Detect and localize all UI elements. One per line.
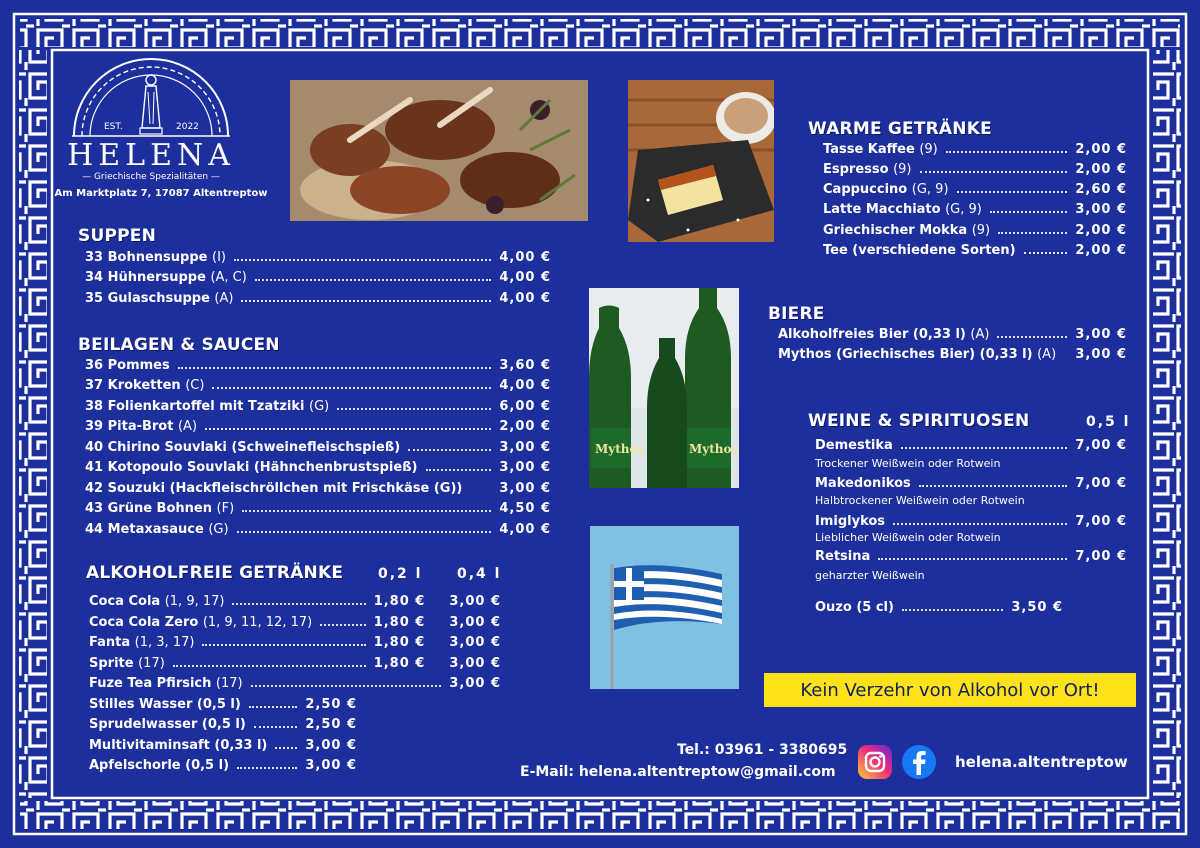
menu-row [85,250,551,265]
menu-row [85,460,551,475]
dot-leader [275,747,297,749]
dot-leader [251,685,442,687]
section-title-warme: WARME GETRÄNKE [808,119,992,139]
menu-row [823,202,1127,217]
item-name: Tee (verschiedene Sorten) [823,243,1016,258]
dot-leader [254,726,298,728]
item-description: Trockener Weißwein oder Rotwein [815,457,1001,470]
item-price-small: 1,80 € [373,615,426,630]
facebook-icon[interactable] [902,745,936,779]
item-name: Espresso (9) [823,162,912,177]
item-price: 2,60 € [1075,182,1127,197]
dot-leader [249,706,298,708]
menu-row [815,476,1127,491]
menu-row [85,291,551,306]
item-name: Multivitaminsaft (0,33 l) [89,738,268,753]
item-price-small: 1,80 € [373,656,426,671]
item-name: Cappuccino (G, 9) [823,182,949,197]
menu-row [815,549,1127,564]
menu-row [89,697,357,712]
menu-row [85,440,551,455]
dot-leader [241,300,491,302]
menu-row [85,270,551,285]
dot-leader [893,523,1067,525]
item-price: 3,00 € [305,738,357,753]
item-name: 41 Kotopoulo Souvlaki (Hähnchenbrustspieß) [85,460,418,475]
item-description: geharzter Weißwein [815,569,925,582]
menu-row [778,347,1127,362]
item-name: Apfelschorle (0,5 l) [89,758,230,773]
item-price-large: 3,00 € [449,656,501,671]
item-name: Sprite (17) [89,656,165,671]
item-price-small: 1,80 € [373,594,426,609]
logo-est-year: 2022 [176,122,199,132]
logo-name: HELENA [67,138,235,173]
item-name: Fuze Tea Pfirsich (17) [89,676,243,691]
item-description: Halbtrockener Weißwein oder Rotwein [815,494,1025,507]
menu-row [85,399,551,414]
dot-leader [878,558,1067,560]
item-name: 40 Chirino Souvlaki (Schweinefleischspieß) [85,440,401,455]
size-header-04: 0,4 l [457,566,502,582]
photo-mythos-beer [589,288,739,488]
dot-leader [901,447,1068,449]
item-price: 3,00 € [1075,202,1127,217]
size-header-02: 0,2 l [378,566,423,582]
dot-leader [320,624,365,626]
item-price-large: 3,00 € [449,594,501,609]
item-price: 2,00 € [1075,162,1127,177]
dot-leader [997,336,1067,338]
item-name: 44 Metaxasauce (G) [85,522,229,537]
dot-leader [990,211,1067,213]
item-name: Coca Cola (1, 9, 17) [89,594,225,609]
social-handle[interactable]: helena.altentreptow [955,753,1128,771]
dot-leader [237,767,297,769]
item-price-small: 1,80 € [373,635,426,650]
item-price: 7,00 € [1075,549,1127,564]
photo-greek-flag [590,526,739,689]
item-price: 3,00 € [1075,327,1127,342]
dot-leader [178,367,492,369]
logo [66,58,236,208]
logo-subtitle-text: Griechische Spezialitäten [93,172,209,182]
item-name: Griechischer Mokka (9) [823,223,991,238]
dot-leader [232,603,365,605]
menu-row [85,378,551,393]
item-price: 4,00 € [499,250,551,265]
item-price: 3,00 € [499,440,551,455]
dot-leader [902,609,1003,611]
menu-row [823,243,1127,258]
menu-row [823,223,1127,238]
item-price: 3,00 € [449,676,501,691]
menu-row [89,656,501,671]
menu-row [815,600,1063,615]
dot-leader [957,191,1068,193]
menu-row [85,501,551,516]
logo-subtitle: — Griechische Spezialitäten — [82,172,220,182]
dot-leader [1024,252,1068,254]
menu-row [823,162,1127,177]
dot-leader [173,665,366,667]
address: Am Marktplatz 7, 17087 Altentreptow [54,188,268,199]
item-price: 2,50 € [305,717,357,732]
dot-leader [337,408,491,410]
section-title-suppen: SUPPEN [78,226,157,246]
item-name: 33 Bohnensuppe (I) [85,250,226,265]
item-price: 4,00 € [499,270,551,285]
item-price: 6,00 € [499,399,551,414]
item-price: 2,00 € [1075,243,1127,258]
item-price: 3,00 € [499,460,551,475]
menu-row [85,358,551,373]
menu-row [89,594,501,609]
menu-row [85,481,551,496]
item-name: Mythos (Griechisches Bier) (0,33 l) (A) [778,347,1057,362]
item-price: 4,00 € [499,378,551,393]
dot-leader [920,171,1068,173]
email-address[interactable]: E-Mail: helena.altentreptow@gmail.com [520,764,836,780]
item-name: Demestika [815,438,893,453]
item-name: Stilles Wasser (0,5 l) [89,697,241,712]
item-name: Retsina [815,549,871,564]
item-price: 3,00 € [305,758,357,773]
item-price: 4,00 € [499,522,551,537]
menu-row [815,438,1127,453]
menu-row [823,142,1127,157]
dot-leader [408,449,491,451]
dot-leader [234,259,491,261]
item-price-large: 3,00 € [449,615,501,630]
item-name: 39 Pita-Brot (A) [85,419,198,434]
no-alcohol-notice: Kein Verzehr von Alkohol vor Ort! [764,673,1136,707]
item-description: Lieblicher Weißwein oder Rotwein [815,531,1001,544]
item-name: 34 Hühnersuppe (A, C) [85,270,247,285]
item-name: Alkoholfreies Bier (0,33 l) (A) [778,327,990,342]
item-price: 3,00 € [499,481,551,496]
item-price: 4,00 € [499,291,551,306]
photo-lamb-chops [290,80,588,221]
item-name: Imiglykos [815,514,886,529]
dot-leader [237,531,492,533]
item-name: 37 Kroketten (C) [85,378,205,393]
item-price-large: 3,00 € [449,635,501,650]
item-name: 38 Folienkartoffel mit Tzatziki (G) [85,399,330,414]
menu-row [89,615,501,630]
dot-leader [919,485,1068,487]
item-price: 2,00 € [499,419,551,434]
item-price: 4,50 € [499,501,551,516]
section-title-beilagen: BEILAGEN & SAUCEN [78,335,280,355]
item-price: 7,00 € [1075,514,1127,529]
dot-leader [426,469,492,471]
item-price: 3,60 € [499,358,551,373]
menu-row [85,419,551,434]
menu-row [823,182,1127,197]
dot-leader [242,510,491,512]
item-price: 3,50 € [1011,600,1063,615]
item-name: 42 Souzuki (Hackfleischröllchen mit Frischkäse (G)) [85,481,463,496]
item-name: Ouzo (5 cl) [815,600,894,615]
bottle-label-left: Mythos [595,442,645,456]
dot-leader [202,644,365,646]
item-name: Latte Macchiato (G, 9) [823,202,982,217]
menu-row [815,514,1127,529]
logo-est-label: EST. [104,122,123,132]
instagram-icon[interactable] [858,745,892,779]
item-price: 7,00 € [1075,476,1127,491]
item-name: Makedonikos [815,476,911,491]
phone-number[interactable]: Tel.: 03961 - 3380695 [677,742,848,758]
item-name: Tasse Kaffee (9) [823,142,938,157]
item-price: 7,00 € [1075,438,1127,453]
dot-leader [998,232,1067,234]
dot-leader [212,387,491,389]
bottle-label-right: Mythos [689,442,739,456]
item-price: 2,00 € [1075,142,1127,157]
dot-leader [205,428,491,430]
section-title-alkoholfrei: ALKOHOLFREIE GETRÄNKE [86,563,344,583]
menu-row [89,758,357,773]
menu-row [89,676,501,691]
menu-row [89,738,357,753]
item-name: 36 Pommes [85,358,170,373]
item-price: 2,00 € [1075,223,1127,238]
item-name: 35 Gulaschsuppe (A) [85,291,234,306]
item-name: Fanta (1, 3, 17) [89,635,195,650]
item-name: Coca Cola Zero (1, 9, 11, 12, 17) [89,615,313,630]
item-price: 2,50 € [305,697,357,712]
menu-row [778,327,1127,342]
item-name: 43 Grüne Bohnen (F) [85,501,235,516]
dot-leader [255,279,492,281]
item-price: 3,00 € [1075,347,1127,362]
section-title-weine: WEINE & SPIRITUOSEN [808,411,1030,431]
menu-row [89,635,501,650]
menu-row [85,522,551,537]
menu-row [89,717,357,732]
dot-leader [946,151,1068,153]
photo-dessert-coffee [628,80,774,242]
section-title-biere: BIERE [768,304,825,324]
size-header-wine: 0,5 l [1086,414,1131,430]
item-name: Sprudelwasser (0,5 l) [89,717,246,732]
